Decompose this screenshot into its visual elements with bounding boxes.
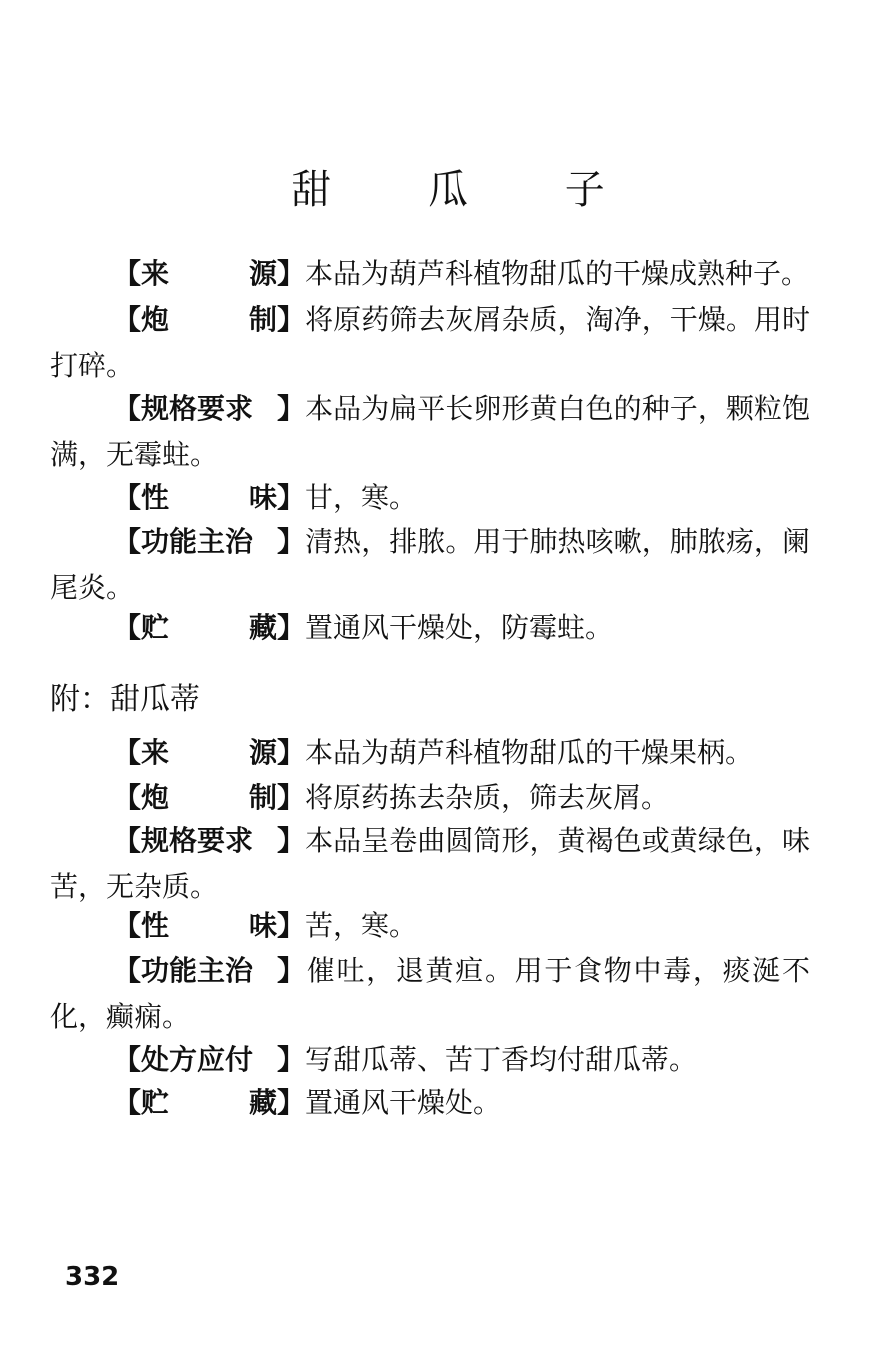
entry-text: 催吐，退黄疸。用于食物中毒，痰涎不化，癫痫。 [50, 954, 810, 1033]
entry-text: 苦，寒。 [305, 909, 418, 942]
entry-nature-taste [50, 475, 810, 521]
annex-entry-storage [50, 1080, 810, 1126]
entry-label: 【 炮 制 】 [113, 781, 306, 814]
page-number: 332 [65, 1262, 120, 1292]
annex-entry-processing [50, 775, 810, 821]
entry-label: 【 炮 制 】 [113, 303, 306, 336]
entry-label: 【 来 源 】 [113, 257, 306, 290]
entry-text: 置通风干燥处。 [305, 1086, 502, 1119]
entry-text: 本品为葫芦科植物甜瓜的干燥果柄。 [305, 736, 754, 769]
entry-text: 甘，寒。 [305, 481, 418, 514]
entry-text: 将原药筛去灰屑杂质，淘净，干燥。用时打碎。 [50, 303, 810, 382]
annex-entry-functions [50, 948, 810, 1040]
entry-functions [50, 519, 810, 611]
entry-label: 【 性 味 】 [113, 481, 306, 514]
entry-text: 清热，排脓。用于肺热咳嗽，肺脓疡，阑尾炎。 [50, 525, 810, 604]
entry-label: 【 贮 藏 】 [113, 1086, 306, 1119]
entry-label: 【处方应付 】 [113, 1043, 306, 1076]
entry-label: 【 性 味 】 [113, 909, 306, 942]
entry-text: 将原药拣去杂质，筛去灰屑。 [305, 781, 670, 814]
entry-text: 写甜瓜蒂、苦丁香均付甜瓜蒂。 [305, 1043, 698, 1076]
entry-label: 【规格要求 】 [113, 392, 306, 425]
entry-text: 本品呈卷曲圆筒形，黄褐色或黄绿色，味苦，无杂质。 [50, 824, 810, 903]
entry-label: 【规格要求 】 [113, 824, 306, 857]
annex-heading: 附：甜瓜蒂 [50, 682, 200, 717]
annex-entry-nature-taste [50, 903, 810, 949]
entry-storage [50, 605, 810, 651]
entry-processing [50, 297, 810, 389]
entry-label: 【功能主治 】 [113, 525, 306, 558]
entry-specification [50, 386, 810, 478]
entry-text: 本品为葫芦科植物甜瓜的干燥成熟种子。 [305, 257, 810, 290]
entry-text: 置通风干燥处，防霉蛀。 [305, 611, 614, 644]
entry-label: 【 贮 藏 】 [113, 611, 306, 644]
annex-entry-source [50, 730, 810, 776]
page-title: 甜 瓜 子 [291, 167, 647, 213]
entry-source [50, 251, 810, 297]
annex-entry-specification [50, 818, 810, 910]
entry-text: 本品为扁平长卵形黄白色的种子，颗粒饱满，无霉蛀。 [50, 392, 810, 471]
annex-entry-prescription [50, 1037, 810, 1083]
entry-label: 【 来 源 】 [113, 736, 306, 769]
entry-label: 【功能主治 】 [113, 954, 306, 987]
